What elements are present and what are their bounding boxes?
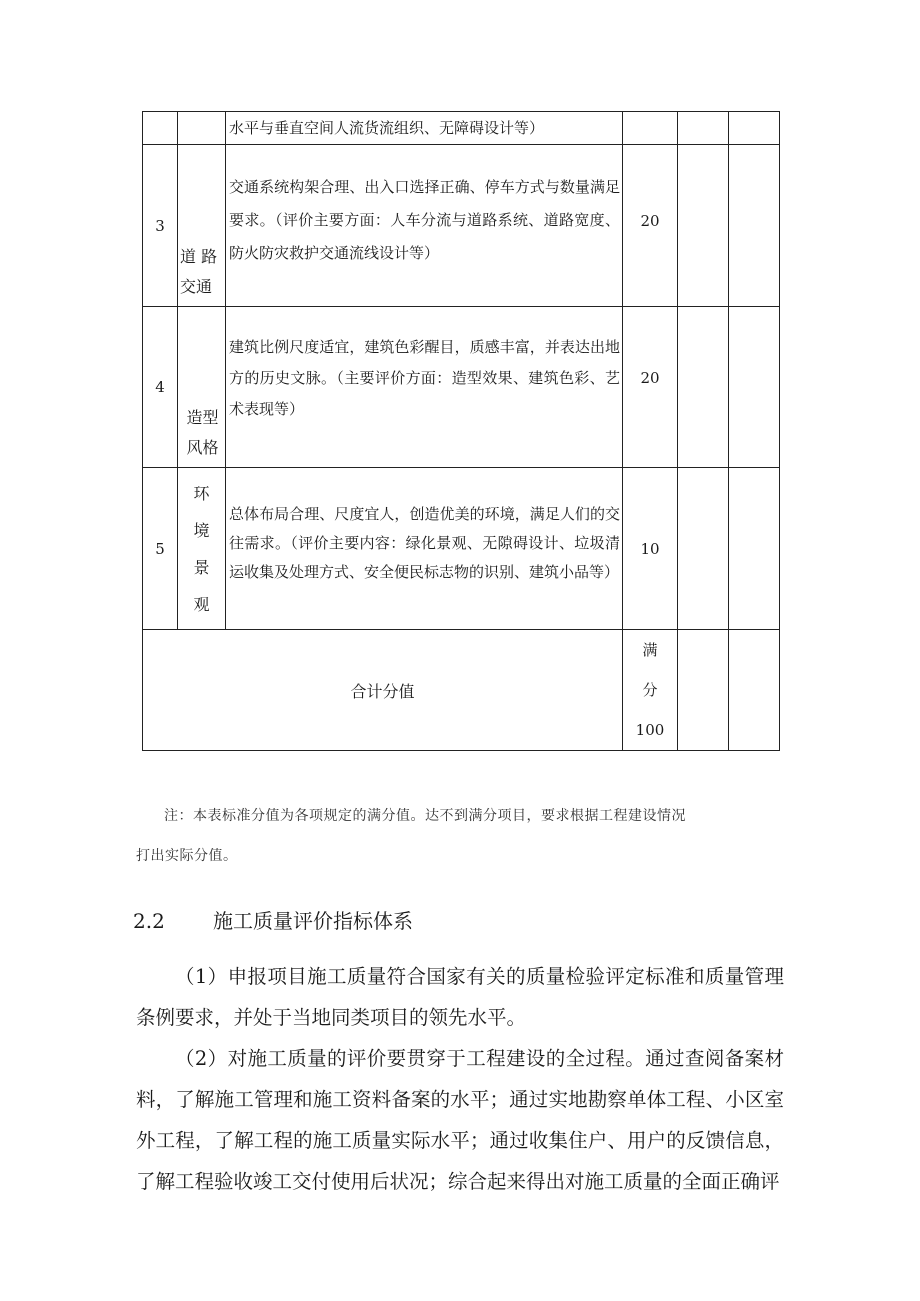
row-number: 5 (143, 468, 178, 630)
row-description: 总体布局合理、尺度宜人，创造优美的环境，满足人们的交往需求。（评价主要内容：绿化景观、无隙碍设计、垃圾清运收集及处理方式、安全便民标志物的识别、建筑小品等） (226, 468, 623, 630)
category-line: 景 (193, 557, 210, 577)
row-description: 建筑比例尺度适宜，建筑色彩醒目，质感丰富，并表达出地方的历史文脉。（主要评价方面：造型效果、建筑色彩、艺术表现等） (226, 307, 623, 468)
table-row (143, 112, 780, 145)
section-title: 施工质量评价指标体系 (213, 909, 413, 933)
row-description: 交通系统构架合理、出入口选择正确、停车方式与数量满足要求。（评价主要方面：人车分流与道路系统、道路宽度、防火防灾救护交通流线设计等） (226, 145, 623, 307)
note-line: 注：本表标准分值为各项规定的满分值。达不到满分项目，要求根据工程建设情况 (164, 808, 686, 824)
row-number: 3 (143, 145, 178, 307)
section-heading (133, 904, 413, 938)
row-number: 4 (143, 307, 178, 468)
table-row (143, 145, 780, 307)
row-category (178, 468, 226, 630)
category-line: 境 (193, 520, 210, 540)
note-line: 打出实际分值。 (136, 848, 238, 864)
empty-cell (678, 630, 729, 751)
category-line: 观 (193, 594, 210, 614)
category-line: 造型 (186, 408, 219, 427)
category-line: 环 (193, 483, 210, 503)
row-score: 10 (623, 468, 678, 630)
row-category (178, 112, 226, 145)
empty-cell (729, 468, 780, 630)
row-score (623, 112, 678, 145)
full-score (623, 630, 678, 751)
empty-cell (678, 468, 729, 630)
category-line: 交通 (180, 277, 213, 296)
row-number (143, 112, 178, 145)
full-score-line: 满 (642, 641, 658, 659)
category-line: 风格 (186, 438, 219, 457)
section-number: 2.2 (133, 909, 165, 933)
full-score-line: 100 (635, 721, 665, 739)
empty-cell (678, 145, 729, 307)
paragraph: （2）对施工质量的评价要贯穿于工程建设的全过程。通过查阅备案材料，了解施工管理和施工资料备案的水平；通过实地勘察单体工程、小区室外工程，了解工程的施工质量实际水平；通过收集住户、用户的反馈信息，了解工程验收竣工交付使用后状况；综合起来得出对施工质量的全面正确评 (136, 1047, 784, 1193)
row-category (178, 145, 226, 307)
table-row (143, 468, 780, 630)
row-description: 水平与垂直空间人流货流组织、无障碍设计等） (226, 112, 623, 145)
table-note (136, 796, 804, 876)
empty-cell (678, 112, 729, 145)
empty-cell (729, 112, 780, 145)
total-label: 合计分值 (143, 630, 623, 751)
paragraph: （1）申报项目施工质量符合国家有关的质量检验评定标准和质量管理条例要求，并处于当地同类项目的领先水平。 (136, 965, 784, 1029)
evaluation-table (142, 111, 780, 751)
empty-cell (729, 145, 780, 307)
row-category (178, 307, 226, 468)
row-score: 20 (623, 145, 678, 307)
empty-cell (678, 307, 729, 468)
full-score-line: 分 (642, 681, 658, 699)
category-line: 道 路 (180, 247, 218, 266)
total-row (143, 630, 780, 751)
row-score: 20 (623, 307, 678, 468)
empty-cell (729, 307, 780, 468)
empty-cell (729, 630, 780, 751)
table-row (143, 307, 780, 468)
